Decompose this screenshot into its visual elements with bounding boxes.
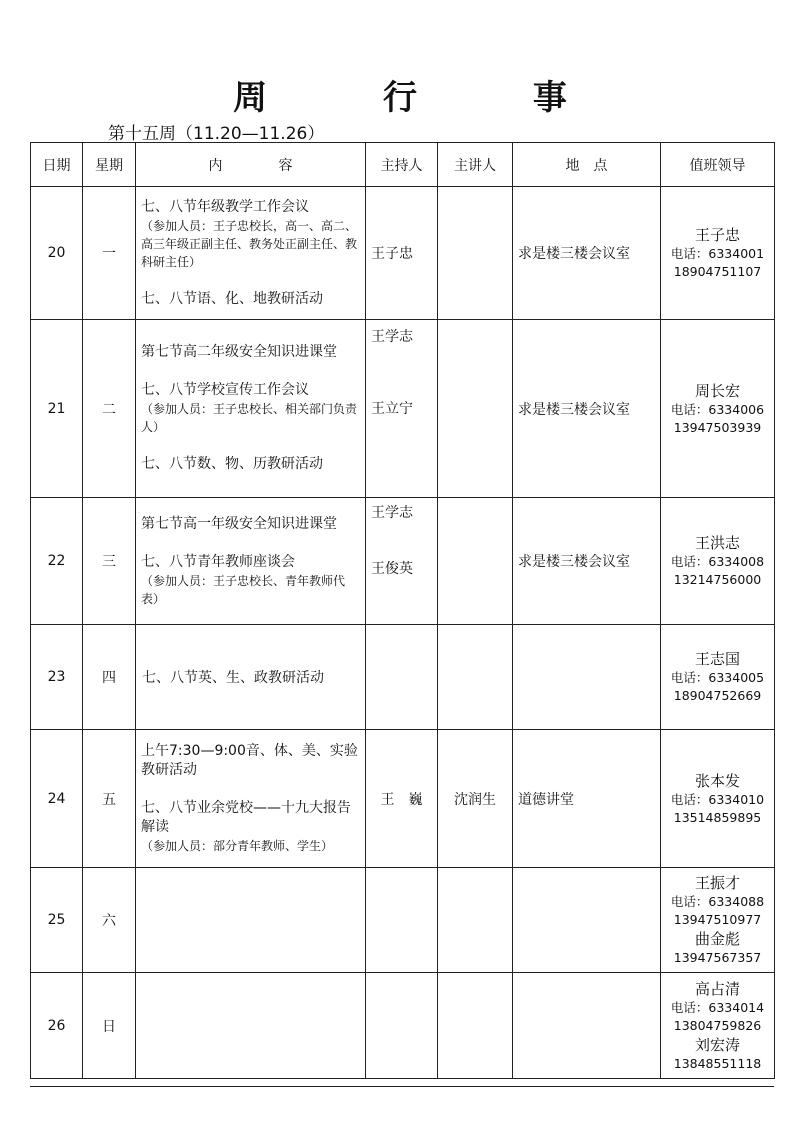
content-cell — [136, 498, 366, 625]
duty-name: 王志国 — [694, 650, 740, 668]
weekday-cell: 日 — [83, 973, 136, 1079]
content-block — [141, 553, 360, 608]
table-row — [31, 625, 775, 730]
host-name: 王俊英 — [371, 561, 413, 577]
header-speaker: 主讲人 — [438, 143, 513, 187]
content-block — [141, 515, 360, 534]
content-block — [141, 742, 360, 780]
duty-name: 高占清 — [694, 979, 740, 998]
content-block — [141, 290, 360, 309]
duty-mobile: 18904751107 — [673, 264, 762, 279]
date-cell: 25 — [31, 868, 83, 973]
duty-cell — [661, 320, 775, 498]
weekday-cell: 三 — [83, 498, 136, 625]
weekday-cell: 五 — [83, 730, 136, 868]
host-cell — [366, 320, 438, 498]
duty-phone: 电话：6334088 — [670, 894, 765, 909]
location-cell: 道德讲堂 — [513, 730, 661, 868]
bottom-rule — [30, 1086, 774, 1087]
date-cell: 23 — [31, 625, 83, 730]
weekday-cell: 六 — [83, 868, 136, 973]
speaker-cell — [438, 973, 513, 1079]
host-cell — [366, 498, 438, 625]
duty-mobile: 18904752669 — [673, 688, 762, 703]
table-row — [31, 498, 775, 625]
table-row — [31, 973, 775, 1079]
duty-mobile: 13947567357 — [673, 950, 762, 965]
speaker-cell — [438, 625, 513, 730]
content-block — [141, 799, 360, 855]
duty-name: 刘宏涛 — [694, 1035, 740, 1054]
speaker-cell: 沈润生 — [438, 730, 513, 868]
content-main: 七、八节数、物、历教研活动 — [141, 456, 323, 472]
duty-mobile: 13848551118 — [673, 1055, 762, 1071]
host-name: 王立宁 — [371, 401, 413, 417]
location-cell: 求是楼三楼会议室 — [513, 320, 661, 498]
header-location: 地 点 — [513, 143, 661, 187]
date-cell: 24 — [31, 730, 83, 868]
header-duty: 值班领导 — [661, 143, 775, 187]
duty-phone: 电话：6334010 — [670, 791, 765, 807]
content-cell — [136, 625, 366, 730]
location-cell — [513, 868, 661, 973]
content-sub: （参加人员：王子忠校长、青年教师代表） — [141, 573, 346, 606]
duty-mobile: 13514859895 — [673, 809, 762, 825]
speaker-cell — [438, 320, 513, 498]
content-cell — [136, 973, 366, 1079]
duty-phone: 电话：6334001 — [670, 246, 765, 261]
duty-cell — [661, 625, 775, 730]
content-main: 七、八节英、生、政教研活动 — [142, 670, 324, 686]
header-host: 主持人 — [366, 143, 438, 187]
duty-mobile: 13214756000 — [673, 572, 762, 587]
weekday-cell: 二 — [83, 320, 136, 498]
header-date: 日期 — [31, 143, 83, 187]
header-row — [31, 143, 775, 187]
content-main: 第七节高一年级安全知识进课堂 — [141, 515, 337, 532]
speaker-cell — [438, 498, 513, 625]
page-title: 周 行 事 — [233, 78, 619, 118]
duty-cell — [661, 973, 775, 1079]
speaker-cell — [438, 187, 513, 320]
host-name: 王学志 — [371, 329, 413, 345]
table-row — [31, 187, 775, 320]
date-cell: 20 — [31, 187, 83, 320]
host-cell — [366, 868, 438, 973]
duty-name: 王洪志 — [694, 534, 740, 552]
duty-name: 张本发 — [694, 771, 740, 790]
content-cell — [136, 320, 366, 498]
content-cell — [136, 187, 366, 320]
duty-mobile: 13947503939 — [673, 419, 762, 435]
duty-mobile: 13947510977 — [673, 912, 762, 927]
location-cell — [513, 625, 661, 730]
date-cell: 26 — [31, 973, 83, 1079]
host-cell — [366, 625, 438, 730]
duty-name: 曲金彪 — [694, 930, 740, 948]
content-block — [141, 343, 360, 362]
content-cell — [136, 868, 366, 973]
weekday-cell: 四 — [83, 625, 136, 730]
content-main: 七、八节语、化、地教研活动 — [141, 290, 323, 307]
content-main: 七、八节业余党校——十九大报告解读 — [141, 800, 351, 835]
content-sub: （参加人员：王子忠校长、相关部门负责人） — [141, 402, 358, 434]
date-cell: 21 — [31, 320, 83, 498]
duty-name: 周长宏 — [694, 381, 740, 400]
speaker-cell — [438, 868, 513, 973]
duty-name: 王子忠 — [694, 226, 740, 244]
table-row — [31, 868, 775, 973]
content-block — [141, 381, 360, 436]
location-cell: 求是楼三楼会议室 — [513, 498, 661, 625]
duty-cell — [661, 868, 775, 973]
duty-phone: 电话：6334006 — [670, 401, 765, 417]
content-cell — [136, 730, 366, 868]
duty-cell — [661, 498, 775, 625]
content-main: 七、八节青年教师座谈会 — [141, 553, 295, 570]
content-main: 七、八节年级教学工作会议 — [141, 198, 309, 215]
content-block — [141, 198, 360, 271]
table-row — [31, 730, 775, 868]
duty-cell — [661, 187, 775, 320]
content-block — [141, 455, 360, 474]
date-cell: 22 — [31, 498, 83, 625]
duty-phone: 电话：6334005 — [670, 670, 765, 685]
host-cell: 王子忠 — [366, 187, 438, 320]
duty-cell — [661, 730, 775, 868]
location-cell — [513, 973, 661, 1079]
host-name: 王学志 — [371, 505, 413, 521]
host-cell — [366, 973, 438, 1079]
duty-mobile: 13804759826 — [673, 1017, 762, 1033]
week-label: 第十五周（11.20—11.26） — [108, 124, 325, 144]
content-main: 第七节高二年级安全知识进课堂 — [141, 344, 337, 360]
duty-phone: 电话：6334014 — [670, 999, 765, 1015]
schedule-table — [30, 142, 775, 1079]
content-sub: （参加人员：王子忠校长，高一、高二、高三年级正副主任、教务处正副主任、教科研主任） — [141, 218, 358, 269]
content-sub: （参加人员：部分青年教师、学生） — [141, 839, 334, 853]
header-content: 内 容 — [136, 143, 366, 187]
content-main: 上午7:30—9:00音、体、美、实验教研活动 — [141, 743, 358, 778]
host-cell: 王 巍 — [366, 730, 438, 868]
header-weekday: 星期 — [83, 143, 136, 187]
content-main: 七、八节学校宣传工作会议 — [141, 382, 309, 398]
duty-name: 王振才 — [694, 874, 740, 892]
table-row — [31, 320, 775, 498]
location-cell: 求是楼三楼会议室 — [513, 187, 661, 320]
weekday-cell: 一 — [83, 187, 136, 320]
duty-phone: 电话：6334008 — [670, 554, 765, 569]
